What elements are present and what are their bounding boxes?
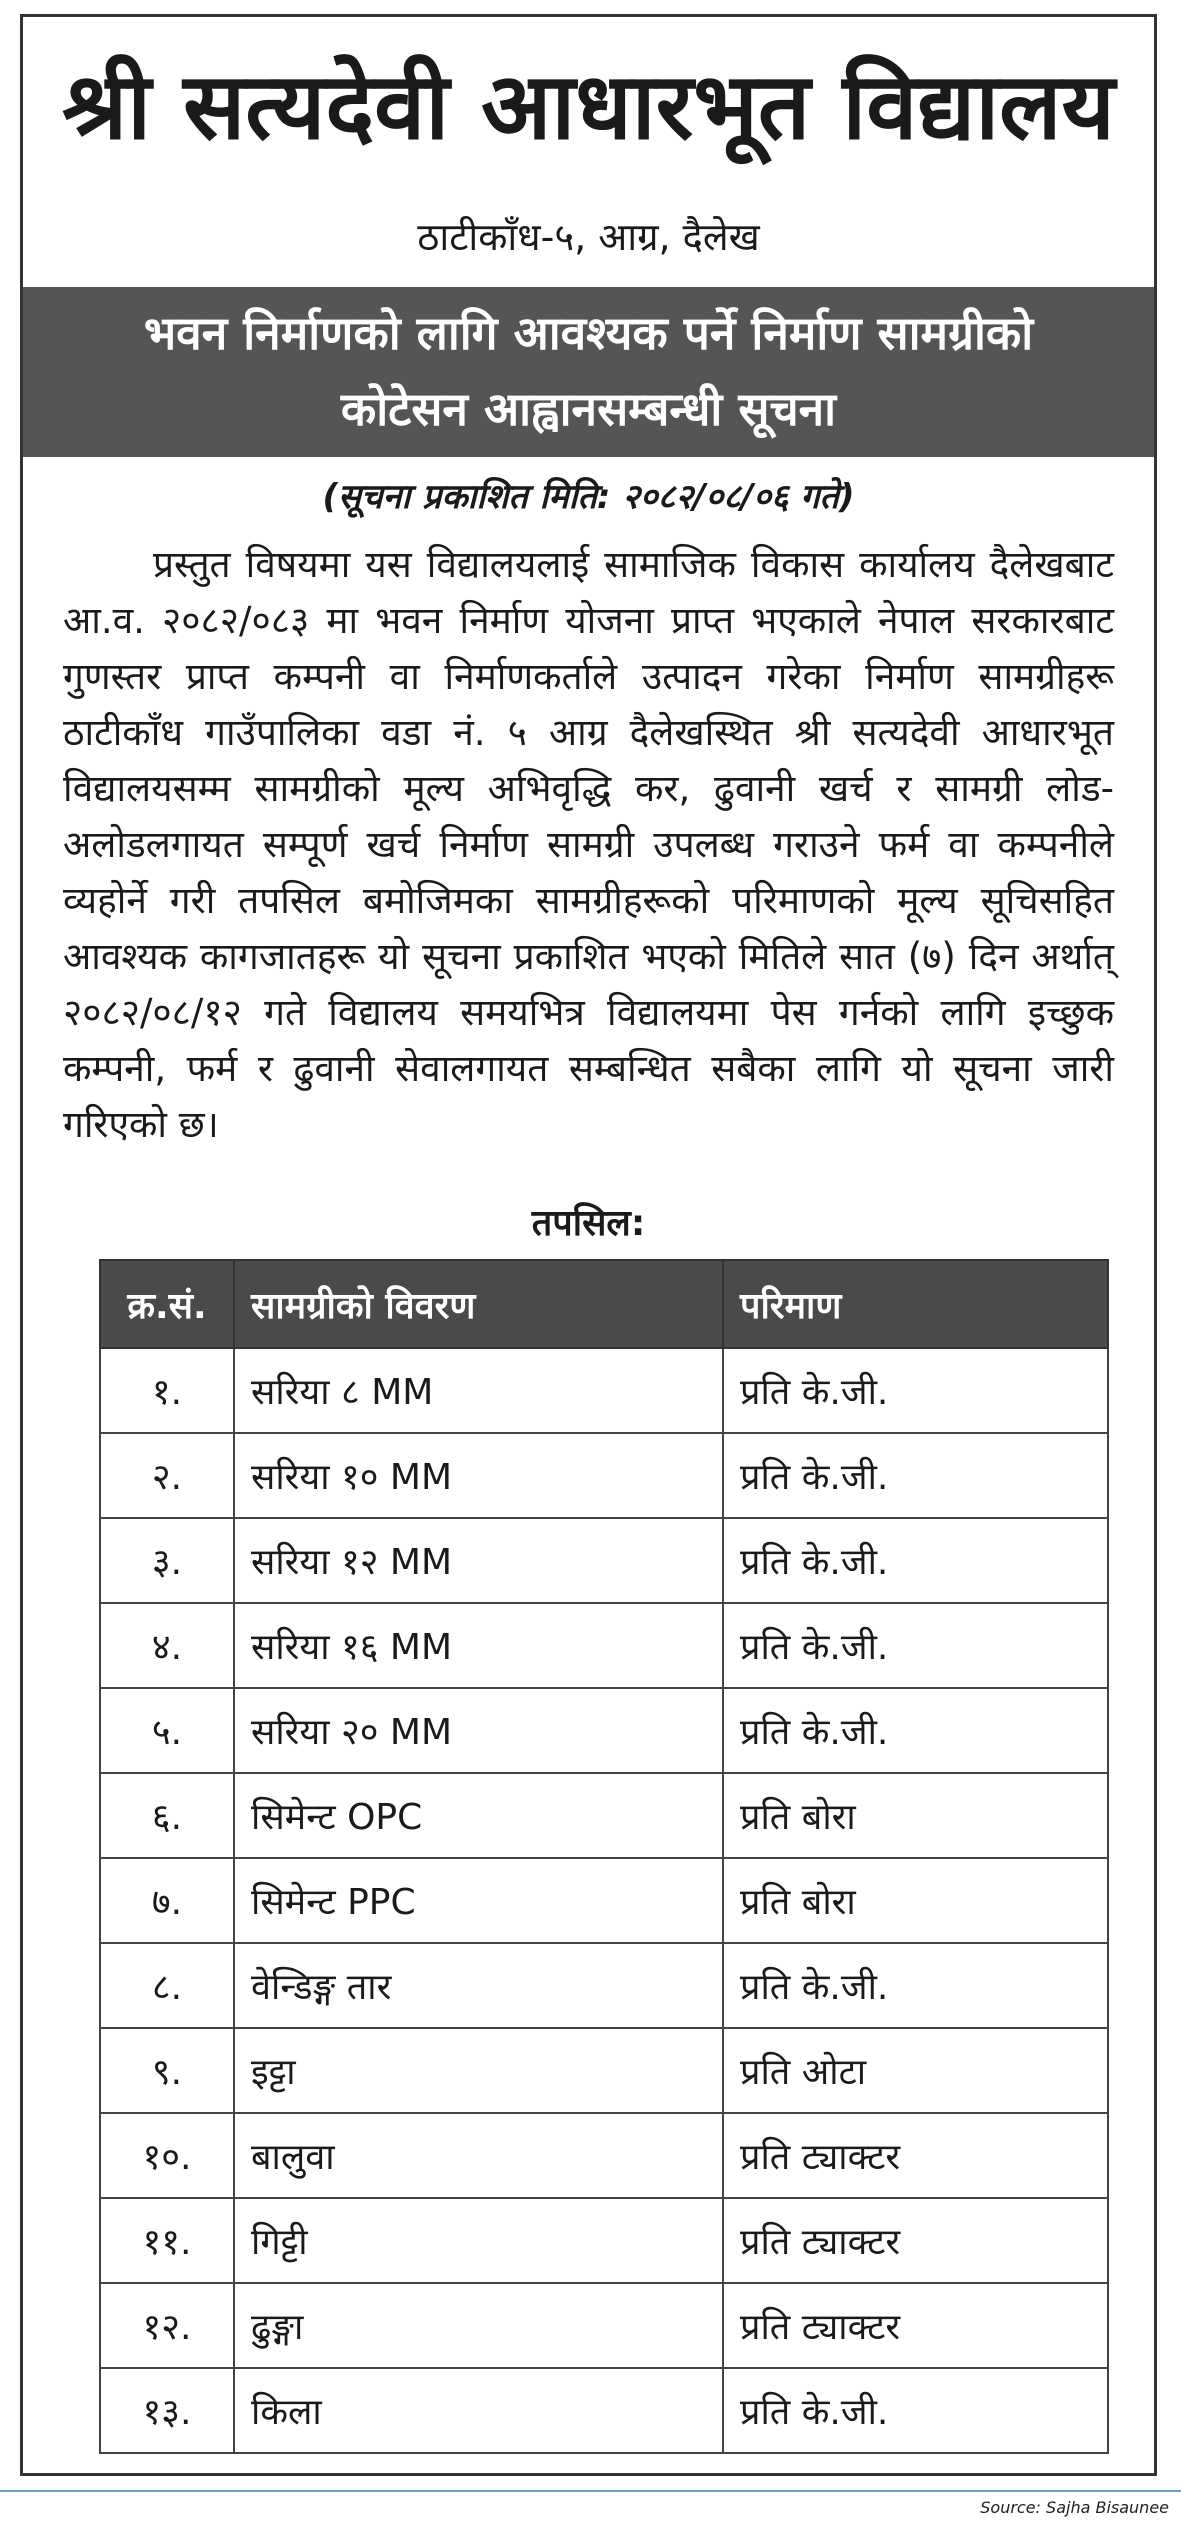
- table-row: [100, 1433, 1108, 1518]
- cell-serial: ११.: [100, 2198, 234, 2283]
- header-description: सामग्रीको विवरण: [234, 1260, 723, 1348]
- cell-quantity: प्रति के.जी.: [723, 2368, 1108, 2453]
- cell-serial: ९.: [100, 2028, 234, 2113]
- cell-description: बालुवा: [234, 2113, 723, 2198]
- cell-serial: १.: [100, 1348, 234, 1433]
- cell-serial: १२.: [100, 2283, 234, 2368]
- table-row: [100, 1518, 1108, 1603]
- school-name: श्री सत्यदेवी आधारभूत विद्यालय: [62, 53, 1115, 160]
- cell-quantity: प्रति ओटा: [723, 2028, 1108, 2113]
- table-row: [100, 2198, 1108, 2283]
- materials-table: [99, 1259, 1109, 2454]
- cell-quantity: प्रति के.जी.: [723, 1603, 1108, 1688]
- notice-title-line2: कोटेसन आह्वानसम्बन्धी सूचना: [340, 382, 837, 436]
- footer-divider: [0, 2490, 1181, 2492]
- notice-title-line1: भवन निर्माणको लागि आवश्यक पर्ने निर्माण सामग्रीको: [143, 306, 1034, 360]
- cell-quantity: प्रति के.जी.: [723, 1433, 1108, 1518]
- cell-serial: ८.: [100, 1943, 234, 2028]
- table-row: [100, 1773, 1108, 1858]
- notice-body: प्रस्तुत विषयमा यस विद्यालयलाई सामाजिक विकास कार्यालय दैलेखबाट आ.व. २०८२/०८३ मा भवन निर्माण योजना प्राप्त भएकाले नेपाल सरकारबाट गुणस्तर प्राप्त कम्पनी वा निर्माणकर्ताले उत्पादन गरेका निर्माण सामग्रीहरू ठाटीकाँध गाउँपालिका वडा नं. ५ आग्र दैलेखस्थित श्री सत्यदेवी आधारभूत विद्यालयसम्म सामग्रीको मूल्य अभिवृद्धि कर, ढुवानी खर्च र सामग्री लोड-अलोडलगायत सम्पूर्ण खर्च निर्माण सामग्री उपलब्ध गराउने फर्म वा कम्पनीले व्यहोर्ने गरी तपसिल बमोजिमका सामग्रीहरूको परिमाणको मूल्य सूचिसहित आवश्यक कागजातहरू यो सूचना प्रकाशित भएको मितिले सात (७) दिन अर्थात् २०८२/०८/१२ गते विद्यालय समयभित्र विद्यालयमा पेस गर्नको लागि इच्छुक कम्पनी, फर्म र ढुवानी सेवालगायत सम्बन्धित सबैका लागि यो सूचना जारी गरिएको छ।: [63, 543, 1114, 1146]
- cell-serial: ६.: [100, 1773, 234, 1858]
- table-row: [100, 2368, 1108, 2453]
- cell-serial: ३.: [100, 1518, 234, 1603]
- cell-quantity: प्रति बोरा: [723, 1773, 1108, 1858]
- cell-description: सरिया १० MM: [234, 1433, 723, 1518]
- notice-frame: [20, 14, 1157, 2476]
- school-address: ठाटीकाँध-५, आग्र, दैलेख: [417, 215, 760, 259]
- table-row: [100, 2028, 1108, 2113]
- cell-description: ढुङ्गा: [234, 2283, 723, 2368]
- cell-quantity: प्रति बोरा: [723, 1858, 1108, 1943]
- table-row: [100, 1603, 1108, 1688]
- table-row: [100, 2283, 1108, 2368]
- cell-description: सरिया ८ MM: [234, 1348, 723, 1433]
- cell-serial: २.: [100, 1433, 234, 1518]
- notice-title-band: [23, 287, 1154, 457]
- cell-serial: १०.: [100, 2113, 234, 2198]
- publish-date: (सूचना प्रकाशित मिति: २०८२/०८/०६ गते): [322, 477, 855, 517]
- cell-serial: ४.: [100, 1603, 234, 1688]
- cell-quantity: प्रति ट्याक्टर: [723, 2113, 1108, 2198]
- header-serial: क्र.सं.: [100, 1260, 234, 1348]
- table-row: [100, 1943, 1108, 2028]
- cell-serial: ५.: [100, 1688, 234, 1773]
- cell-description: सरिया १२ MM: [234, 1518, 723, 1603]
- table-row: [100, 1858, 1108, 1943]
- cell-quantity: प्रति के.जी.: [723, 1688, 1108, 1773]
- cell-description: सिमेन्ट PPC: [234, 1858, 723, 1943]
- table-row: [100, 2113, 1108, 2198]
- cell-description: सरिया २० MM: [234, 1688, 723, 1773]
- cell-description: वेन्डिङ्ग तार: [234, 1943, 723, 2028]
- cell-description: किला: [234, 2368, 723, 2453]
- tapsil-label: तपसिल:: [531, 1203, 646, 1244]
- table-header-row: [100, 1260, 1108, 1348]
- cell-description: गिट्टी: [234, 2198, 723, 2283]
- cell-quantity: प्रति ट्याक्टर: [723, 2283, 1108, 2368]
- header-quantity: परिमाण: [723, 1260, 1108, 1348]
- cell-description: सिमेन्ट OPC: [234, 1773, 723, 1858]
- table-row: [100, 1688, 1108, 1773]
- cell-serial: ७.: [100, 1858, 234, 1943]
- cell-quantity: प्रति के.जी.: [723, 1518, 1108, 1603]
- cell-serial: १३.: [100, 2368, 234, 2453]
- cell-quantity: प्रति के.जी.: [723, 1348, 1108, 1433]
- cell-quantity: प्रति के.जी.: [723, 1943, 1108, 2028]
- source-credit: Source: Sajha Bisaunee: [980, 2498, 1169, 2517]
- cell-quantity: प्रति ट्याक्टर: [723, 2198, 1108, 2283]
- table-row: [100, 1348, 1108, 1433]
- cell-description: इट्टा: [234, 2028, 723, 2113]
- cell-description: सरिया १६ MM: [234, 1603, 723, 1688]
